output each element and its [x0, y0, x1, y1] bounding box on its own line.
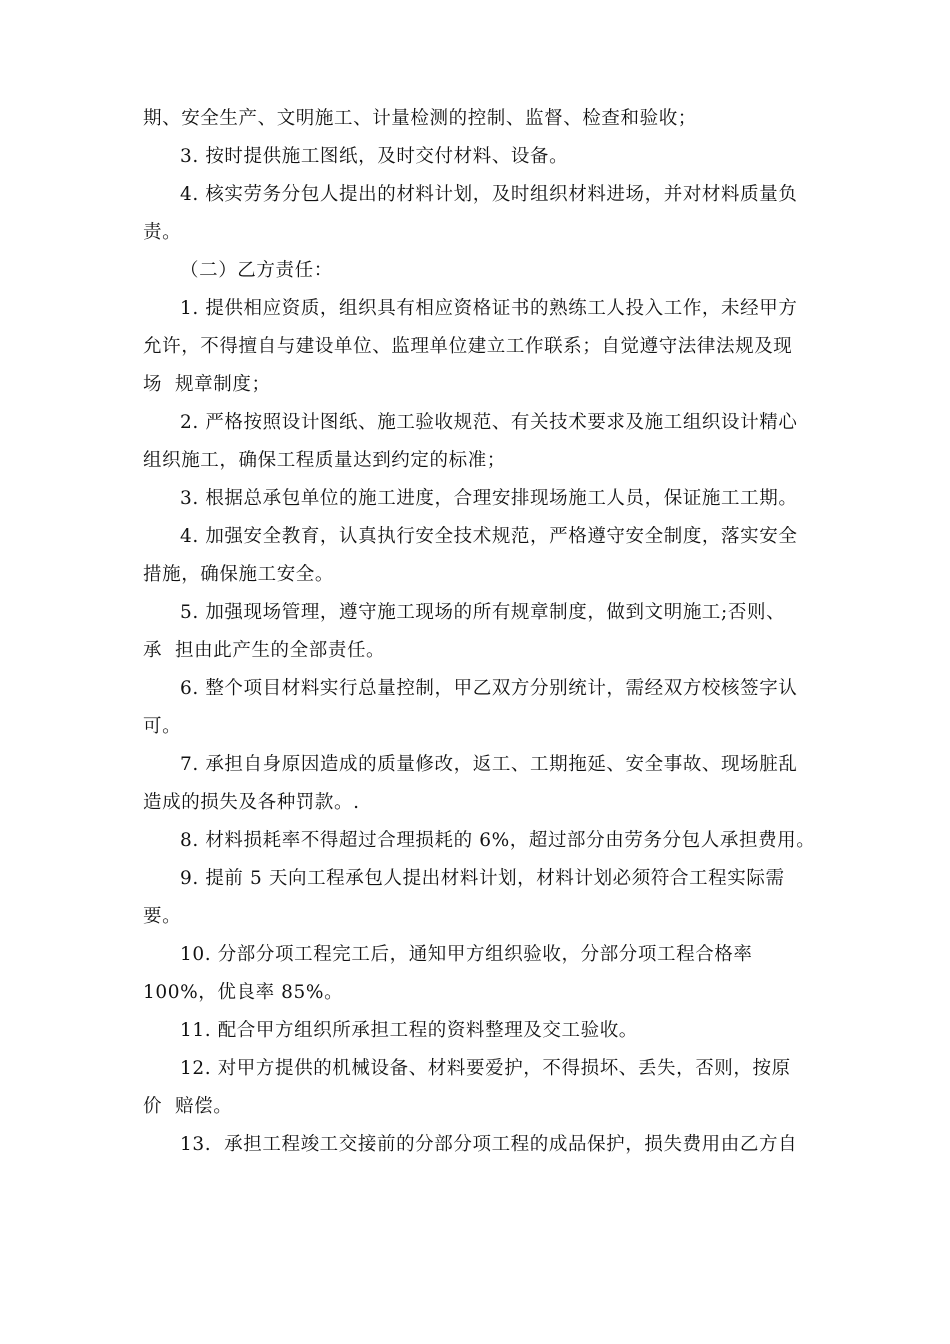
text-line: 8. 材料损耗率不得超过合理损耗的 6%，超过部分由劳务分包人承担费用。	[180, 830, 816, 851]
text-line: 5. 加强现场管理，遵守施工现场的所有规章制度，做到文明施工;否则、	[180, 602, 786, 623]
text-line: 措施，确保施工安全。	[143, 564, 335, 585]
text-line: 7. 承担自身原因造成的质量修改，返工、工期拖延、安全事故、现场脏乱	[180, 754, 798, 775]
text-line: 1. 提供相应资质，组织具有相应资格证书的熟练工人投入工作，未经甲方	[180, 298, 798, 319]
text-line: 3. 根据总承包单位的施工进度，合理安排现场施工人员，保证施工工期。	[180, 488, 798, 509]
text-line: 期、安全生产、文明施工、计量检测的控制、监督、检查和验收；	[143, 108, 697, 129]
text-line: 价 赔偿。	[143, 1096, 233, 1117]
section-heading: （二）乙方责任：	[180, 260, 333, 281]
text-line: 9. 提前 5 天向工程承包人提出材料计划，材料计划必须符合工程实际需	[180, 868, 785, 889]
text-line: 12. 对甲方提供的机械设备、材料要爱护，不得损坏、丢失，否则，按原	[180, 1058, 791, 1079]
text-line: 责。	[143, 222, 182, 243]
text-line: 3. 按时提供施工图纸，及时交付材料、设备。	[180, 146, 569, 167]
text-line: 允许，不得擅自与建设单位、监理单位建立工作联系；自觉遵守法律法规及现	[143, 336, 793, 357]
text-line: 要。	[143, 906, 182, 927]
text-line: 4. 核实劳务分包人提出的材料计划，及时组织材料进场，并对材料质量负	[180, 184, 798, 205]
text-line: 10. 分部分项工程完工后，通知甲方组织验收，分部分项工程合格率	[180, 944, 753, 965]
text-line: 6. 整个项目材料实行总量控制，甲乙双方分别统计，需经双方校核签字认	[180, 678, 798, 699]
text-line: 组织施工，确保工程质量达到约定的标准；	[143, 450, 506, 471]
text-line: 4. 加强安全教育，认真执行安全技术规范，严格遵守安全制度，落实安全	[180, 526, 798, 547]
text-line: 100%，优良率 85%。	[143, 982, 344, 1003]
text-line: 承 担由此产生的全部责任。	[143, 640, 386, 661]
text-line: 场 规章制度；	[143, 374, 271, 395]
text-line: 13. 承担工程竣工交接前的分部分项工程的成品保护，损失费用由乙方自	[180, 1134, 798, 1155]
text-line: 造成的损失及各种罚款。.	[143, 792, 360, 813]
text-line: 2. 严格按照设计图纸、施工验收规范、有关技术要求及施工组织设计精心	[180, 412, 798, 433]
text-line: 11. 配合甲方组织所承担工程的资料整理及交工验收。	[180, 1020, 638, 1041]
text-line: 可。	[143, 716, 182, 737]
